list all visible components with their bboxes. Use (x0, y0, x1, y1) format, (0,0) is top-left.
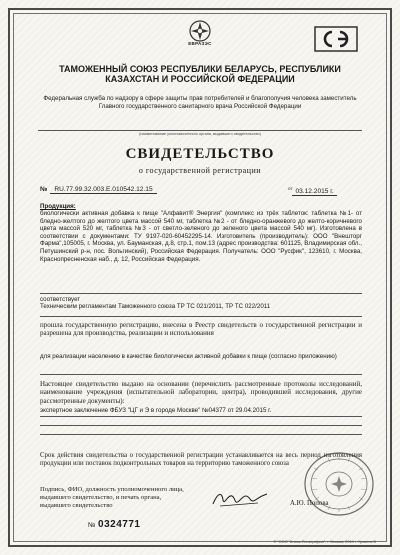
eurasec-label: ЕВРАЗЭС (188, 41, 212, 46)
divider (40, 434, 362, 435)
eurasec-emblem-icon (188, 19, 212, 43)
serial-symbol: № (88, 522, 97, 529)
basis-value: экспертное заключение ФБУЗ "ЦГ и Э в городе Москве" №04377 от 29.04.2015 г. (40, 407, 272, 414)
certificate-number-row (40, 186, 157, 193)
conformity-label: соответствует (40, 296, 81, 303)
authority-caption: (наименование уполномоченного органа, выдавшего свидетельство) (139, 132, 261, 136)
handwritten-signature (210, 488, 270, 510)
issuing-authority: Федеральная служба по надзору в сфере защиты прав потребителей и благополучия человека заместитель Главного государственного санитарного врача Российской Федерации (43, 95, 357, 110)
authority-underline (38, 130, 362, 131)
certificate-date: 03.12.2015 г. (292, 188, 336, 196)
document-title: СВИДЕТЕЛЬСТВО (125, 146, 275, 162)
validity-statement: Срок действия свидетельства о государственной регистрации устанавливается на весь период изготовления продукции или поставок подконтрольных товаров на территорию таможенного союза (40, 452, 362, 468)
customs-union-mark-icon (314, 26, 358, 52)
conformity-text: Техническим регламентам Таможенного союза ТР ТС 021/2011, ТР ТС 022/2011 (40, 303, 271, 310)
usage-scope: для реализации населению в качестве биологически активной добавки к пище (согласно приложению) (40, 353, 337, 360)
union-title: ТАМОЖЕННЫЙ СОЮЗ РЕСПУБЛИКИ БЕЛАРУСЬ, РЕСПУБЛИКИ КАЗАХСТАН И РОССИЙСКОЙ ФЕДЕРАЦИИ (59, 64, 341, 84)
signature-caption: Подпись, ФИО, должность уполномоченного лица, выдавшего свидетельство, и печать органа, выдавшего свидетельство (40, 486, 184, 509)
number-symbol: № (40, 186, 48, 193)
divider (40, 374, 362, 375)
blank-serial-number (88, 519, 140, 530)
printer-imprint: © "ООО" Бланк-Полиграфия", г. Москва, 2014 г. Уровень Б (273, 540, 376, 544)
product-description: биологически активная добавка к пище "Алфавит® Энергия" (комплекс из трёх таблеток: таблетка №1- от бледно-желтого до желтого цвета массой 540 мг, таблетка №2 - от бледно-оранжевого до желто-коричневого цвета массой 520 мг, таблетка №3 - от светло-зеленого до зеленого цвета массой 540 мг). Изготовлена в соответствии с документами: ТУ 9197-020-60452295-14. Изготовитель (производитель): ООО "Внешторг Фарма",105005, г. Москва, ул. Бауманская, д.8, стр.1, пом.13 (адрес производства: 601125, Владимирская обл., Петушинский р-н, пос. Вольгинский), Российская Федерация. Получатель: ООО "Русфик", 123610, г. Москва, Краснопресненская наб., д. 12, Российская Федерация. (40, 210, 362, 263)
divider (40, 293, 362, 294)
certificate-number: RU.77.99.32.003.Е.010542.12.15 (50, 186, 156, 194)
divider (40, 416, 362, 417)
serial-value: 0324771 (98, 519, 141, 530)
divider (40, 316, 362, 317)
official-seal-icon (300, 448, 378, 520)
registration-statement: прошла государственную регистрацию, внесена в Реестр свидетельств о государственной регистрации и разрешена для производства, реализации и использования (40, 321, 362, 338)
signatory-name: А.Ю. Попова (290, 500, 329, 507)
certificate-date-row (288, 186, 337, 195)
document-subtitle: о государственной регистрации (138, 166, 262, 175)
product-label: Продукция: (40, 203, 76, 210)
date-prefix: от (288, 186, 293, 191)
basis-statement: Настоящее свидетельство выдано на основании (перечислить рассмотренные протоколы исследований, наименование учреждения (испытательной лаборатории, центра), проводившей исследования, другие рассмотренные документы): (40, 380, 362, 405)
divider (40, 425, 362, 426)
